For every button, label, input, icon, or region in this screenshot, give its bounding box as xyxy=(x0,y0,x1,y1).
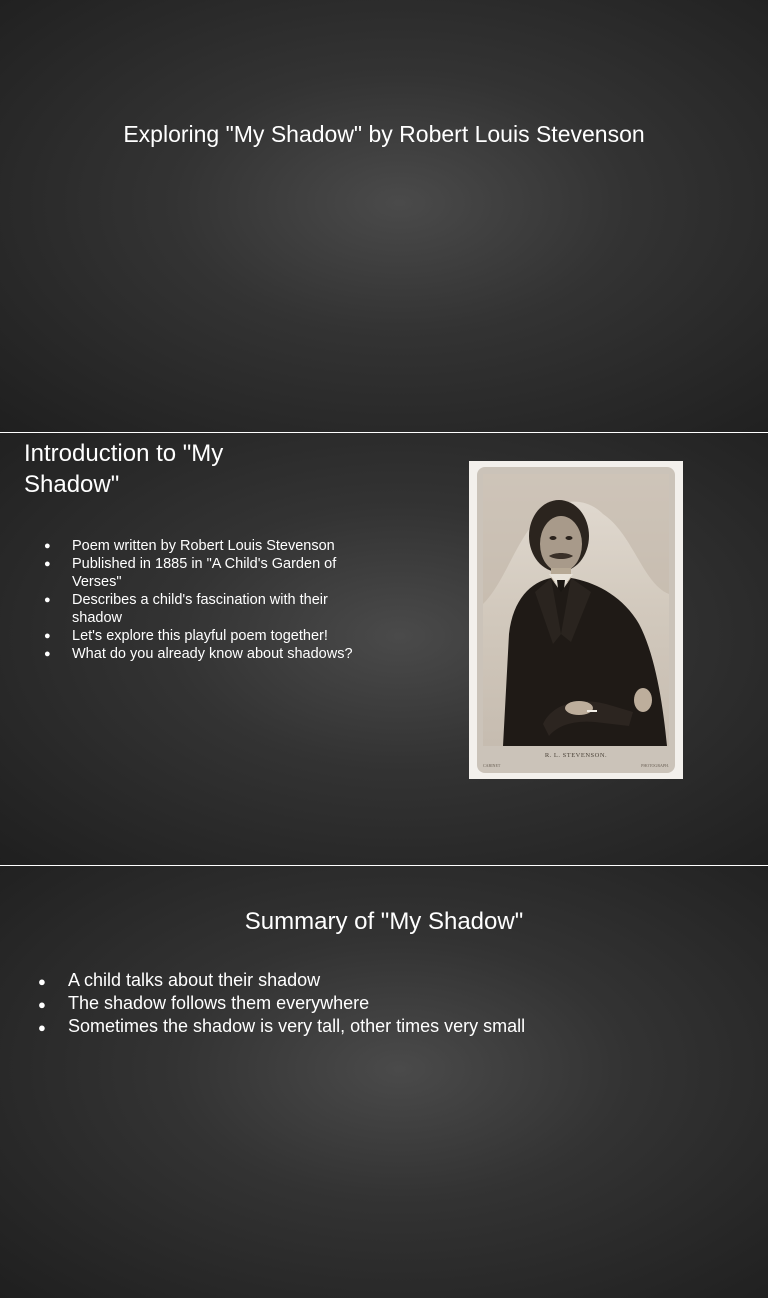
portrait-figure-icon xyxy=(483,474,669,746)
list-item xyxy=(44,645,362,663)
summary-bullet-list xyxy=(38,969,748,1038)
bullet-icon: ● xyxy=(44,630,51,642)
photo-corner-label-right: PHOTOGRAPH. xyxy=(641,763,669,768)
bullet-icon: ● xyxy=(44,540,51,552)
list-item xyxy=(38,1015,748,1038)
list-item xyxy=(38,969,748,992)
list-item xyxy=(44,627,362,645)
stevenson-portrait-photo xyxy=(469,461,683,779)
portrait-image xyxy=(483,474,669,746)
bullet-icon: ● xyxy=(44,594,51,606)
bullet-text: Poem written by Robert Louis Stevenson xyxy=(72,538,335,554)
bullet-text: Describes a child's fascination with their shadow xyxy=(72,592,328,626)
bullet-text: The shadow follows them everywhere xyxy=(68,993,370,1013)
slide-introduction xyxy=(0,433,768,865)
list-item xyxy=(44,591,362,627)
bullet-text: What do you already know about shadows? xyxy=(72,646,353,662)
slide-title-heading: Exploring "My Shadow" by Robert Louis Stevenson xyxy=(123,121,645,147)
bullet-text: Let's explore this playful poem together! xyxy=(72,628,328,644)
bullet-icon: ● xyxy=(44,558,51,570)
slide-title xyxy=(0,0,768,432)
introduction-bullet-list xyxy=(44,537,362,663)
bullet-text: Sometimes the shadow is very tall, other times very small xyxy=(68,1016,526,1036)
photo-caption: R. L. STEVENSON. xyxy=(544,752,608,759)
photo-corner-label-left: CABINET xyxy=(483,763,501,768)
bullet-text: Published in 1885 in "A Child's Garden of Verses" xyxy=(72,556,337,590)
introduction-heading: Introduction to "My Shadow" xyxy=(24,440,224,498)
photo-mount xyxy=(477,467,675,773)
slide-summary xyxy=(0,866,768,1298)
bullet-icon: ● xyxy=(38,997,46,1012)
list-item xyxy=(44,537,362,555)
bullet-text: A child talks about their shadow xyxy=(68,970,321,990)
list-item xyxy=(44,555,362,591)
list-item xyxy=(38,992,748,1015)
summary-heading: Summary of "My Shadow" xyxy=(244,908,524,935)
bullet-icon: ● xyxy=(44,648,51,660)
bullet-icon: ● xyxy=(38,974,46,989)
bullet-icon: ● xyxy=(38,1020,46,1035)
